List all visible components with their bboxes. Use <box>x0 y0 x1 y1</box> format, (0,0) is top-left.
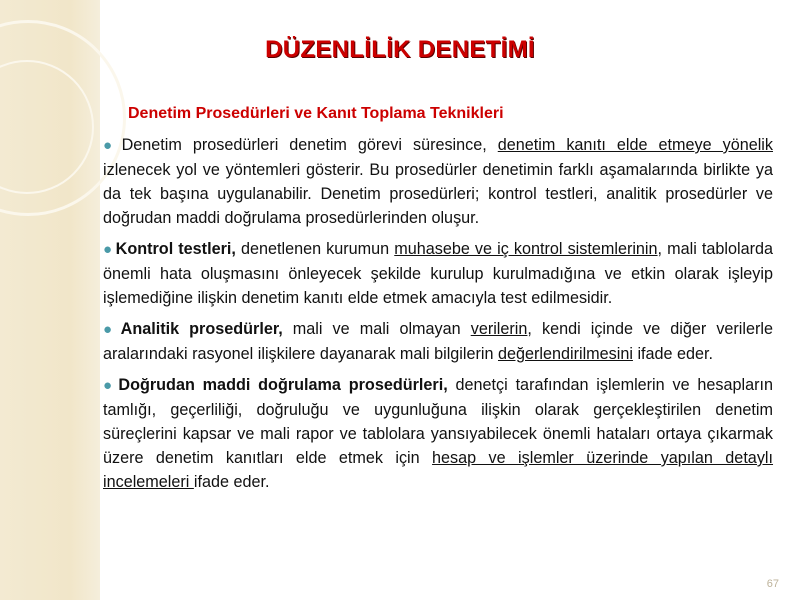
bold-term: Kontrol testleri, <box>115 240 236 258</box>
bullet-icon: ● <box>103 137 119 154</box>
paragraph-text: Denetim prosedürleri denetim görevi süresince, <box>121 136 498 154</box>
slide-content <box>103 133 773 501</box>
paragraph-text: ifade eder. <box>632 345 714 363</box>
bullet-icon: ● <box>103 241 113 258</box>
underlined-term: değerlendirilmesini <box>497 345 633 363</box>
bullet-icon: ● <box>103 377 116 394</box>
paragraph-text: izlenecek yol ve yöntemleri gösterir. Bu prosedürler denetimin farklı aşamalarında birlikte ya da tek başına uygulanabilir. Denetim prosedürleri; kontrol testleri, analitik prosedürler ve doğrudan maddi doğrulama prosedürlerinden oluşur. <box>103 161 773 227</box>
paragraph-text: denetçi tarafından işlemlerin ve hesapların tamlığı, geçerliliği, doğruluğu ve uygunluğuna ilişkin olarak gerçekleştirilen denetim süreçlerini kapsar ve mali rapor ve tablolara yansıyabilecek önemli hataları ortaya çıkarmak üzere denetim kanıtları elde etmek için <box>103 376 774 467</box>
paragraph-analytical-procedures <box>103 317 773 366</box>
paragraph-text: , kendi içinde ve diğer verilerle aralarındaki rasyonel ilişkilere dayanarak mali bilgilerin <box>103 320 773 363</box>
decorative-side-strip <box>0 0 100 600</box>
bullet-icon: ● <box>103 321 118 338</box>
paragraph-procedures <box>103 133 773 230</box>
paragraph-text: , mali tablolarda önemli hata oluşmasını önleyecek şekilde kurulup kurulmadığına ve etkin olarak işleyip işlemediğine ilişkin denetim kanıtı elde etmek amacıyla test edilmesidir. <box>103 240 774 307</box>
paragraph-control-tests <box>103 237 773 310</box>
bold-term: Analitik prosedürler, <box>120 320 283 338</box>
paragraph-text: mali ve mali olmayan <box>282 320 471 338</box>
bold-term: Doğrudan maddi doğrulama prosedürleri, <box>118 376 448 394</box>
paragraph-text: denetlenen kurumun <box>235 240 395 258</box>
paragraph-substantive-procedures <box>103 373 773 494</box>
underlined-term: verilerin <box>470 320 528 338</box>
slide-subtitle: Denetim Prosedürleri ve Kanıt Toplama Teknikleri <box>128 105 504 122</box>
underlined-term: denetim kanıtı elde etmeye yönelik <box>497 136 773 154</box>
underlined-term: hesap ve işlemler üzerinde yapılan detaylı incelemeleri <box>103 449 774 491</box>
underlined-term: muhasebe ve iç kontrol sistemlerinin <box>394 240 658 258</box>
paragraph-text: ifade eder. <box>193 473 270 491</box>
slide-title: DÜZENLİLİK DENETİMİ <box>265 36 535 63</box>
page-number: 67 <box>766 578 779 590</box>
